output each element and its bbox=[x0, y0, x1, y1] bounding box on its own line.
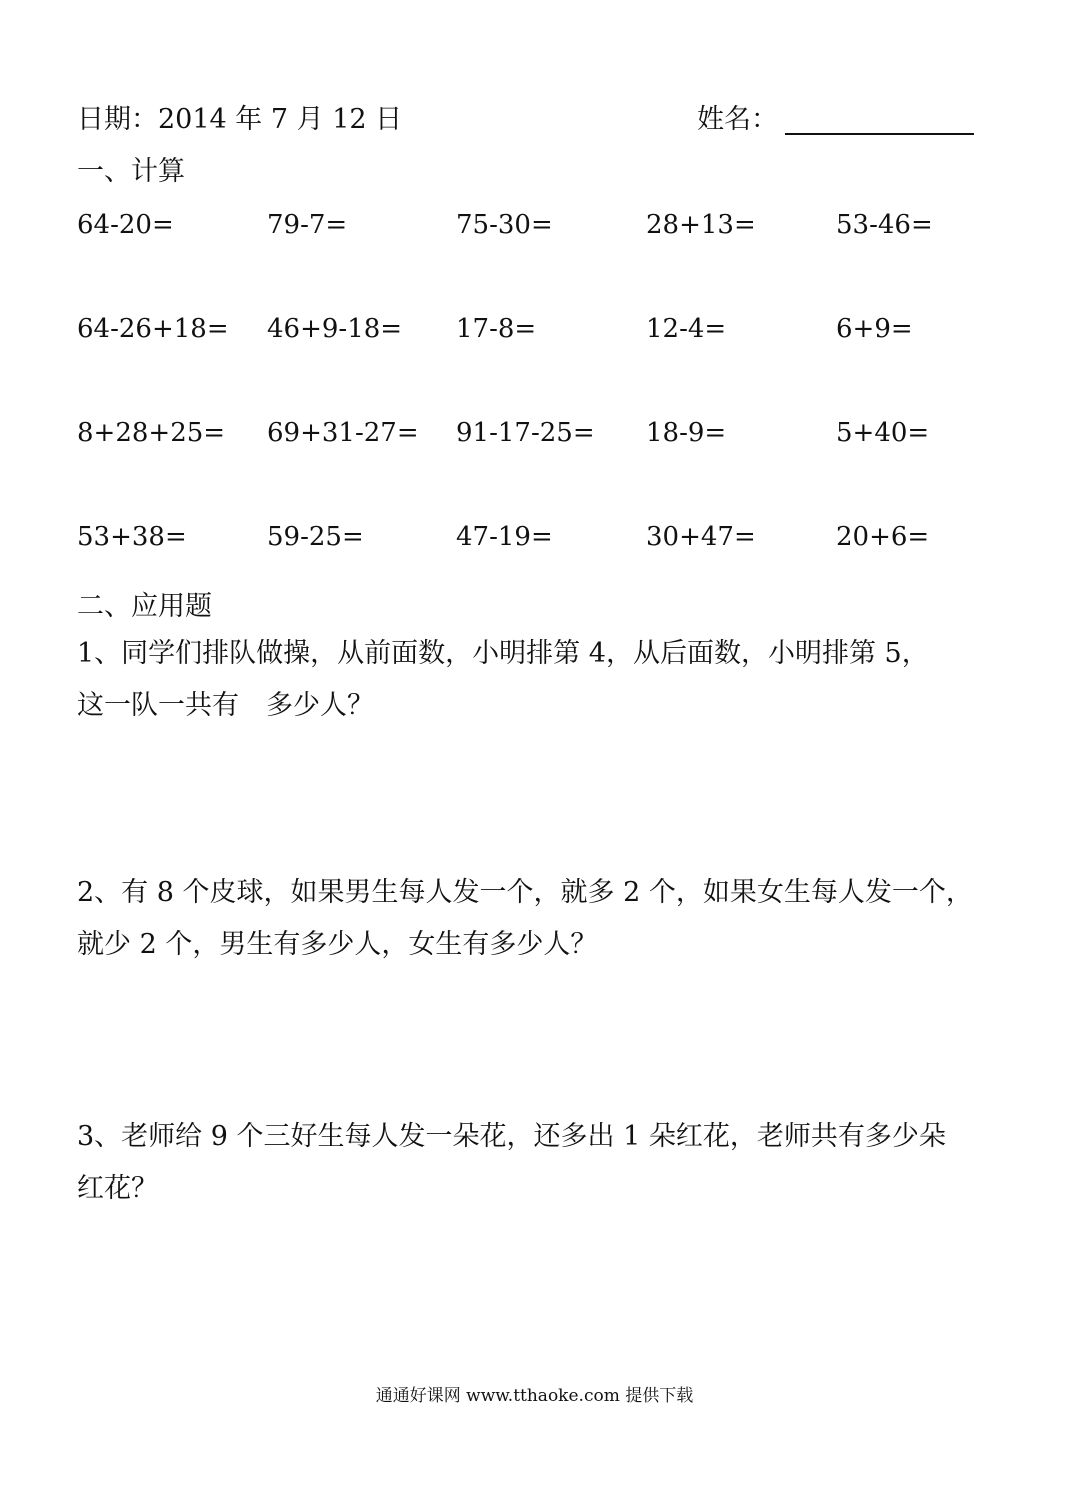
calc-problem: 53+38= bbox=[77, 522, 187, 552]
calc-problem: 75-30= bbox=[456, 210, 553, 240]
calc-problem: 46+9-18= bbox=[267, 314, 403, 344]
calc-problem: 53-46= bbox=[836, 210, 933, 240]
section-title-word-problems: 二、应用题 bbox=[77, 591, 212, 622]
calc-problem: 64-26+18= bbox=[77, 314, 229, 344]
footer-source-text: 通通好课网 www.tthaoke.com 提供下载 bbox=[375, 1386, 694, 1406]
calc-problem: 18-9= bbox=[646, 418, 727, 448]
calc-problem: 8+28+25= bbox=[77, 418, 226, 448]
name-label: 姓名： bbox=[697, 104, 778, 135]
calc-problem: 79-7= bbox=[267, 210, 348, 240]
word-problem-2-line-2: 就少 2 个，男生有多少人，女生有多少人？ bbox=[77, 929, 598, 960]
word-problem-1-line-2: 这一队一共有 多少人？ bbox=[77, 690, 374, 721]
word-problem-2-line-1: 2、有 8 个皮球，如果男生每人发一个，就多 2 个，如果女生每人发一个， bbox=[77, 877, 973, 908]
word-problem-2 bbox=[77, 867, 1002, 971]
calc-problem: 17-8= bbox=[456, 314, 537, 344]
word-problem-3-line-2: 红花？ bbox=[77, 1173, 158, 1204]
calc-problem: 69+31-27= bbox=[267, 418, 419, 448]
word-problem-1 bbox=[77, 628, 1002, 732]
calc-problem: 30+47= bbox=[646, 522, 756, 552]
word-problem-3 bbox=[77, 1111, 1002, 1215]
calc-problem: 28+13= bbox=[646, 210, 756, 240]
calc-problem: 47-19= bbox=[456, 522, 553, 552]
word-problem-1-line-1: 1、同学们排队做操，从前面数，小明排第 4，从后面数，小明排第 5， bbox=[77, 638, 929, 669]
calc-problem: 91-17-25= bbox=[456, 418, 595, 448]
calc-problem: 12-4= bbox=[646, 314, 727, 344]
name-blank-line bbox=[785, 133, 974, 135]
calc-problem: 64-20= bbox=[77, 210, 174, 240]
date-line: 日期：2014 年 7 月 12 日 bbox=[77, 104, 403, 135]
word-problem-3-line-1: 3、老师给 9 个三好生每人发一朵花，还多出 1 朵红花，老师共有多少朵 bbox=[77, 1121, 946, 1152]
calc-problem: 59-25= bbox=[267, 522, 364, 552]
calc-problem: 5+40= bbox=[836, 418, 930, 448]
calc-problem: 6+9= bbox=[836, 314, 913, 344]
section-title-calculation: 一、计算 bbox=[77, 156, 185, 187]
calc-problem: 20+6= bbox=[836, 522, 930, 552]
